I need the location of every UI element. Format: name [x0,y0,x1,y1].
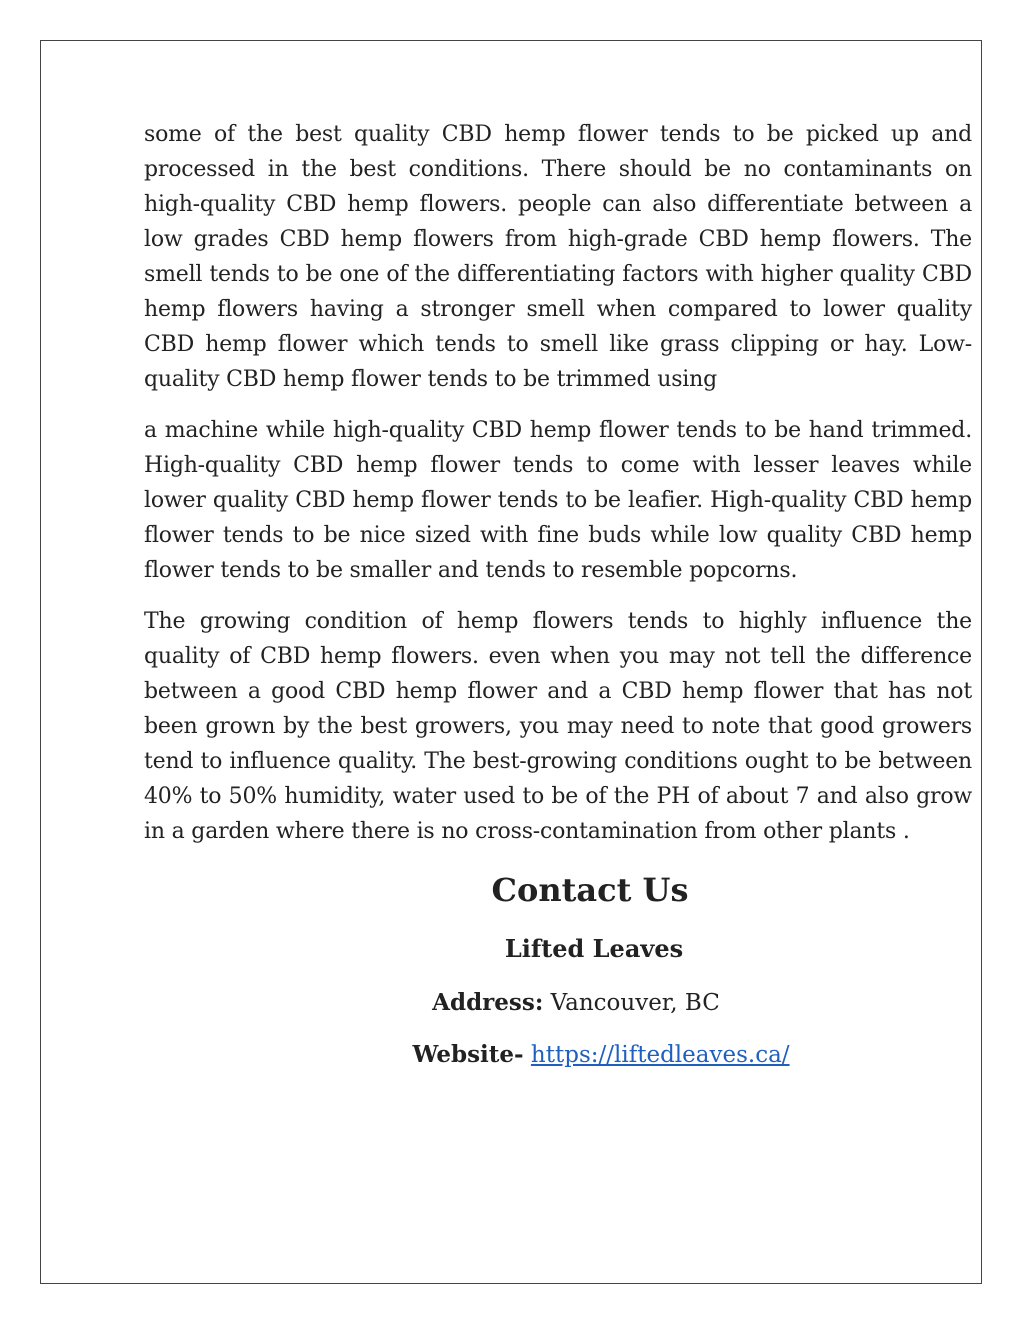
paragraph-1: some of the best quality CBD hemp flower tends to be picked up and processed in the best conditions. There should be no contaminants on high-quality CBD hemp flowers. people can also differentiate between a low grades CBD hemp flowers from high-grade CBD hemp flowers. The smell tends to be one of the differentiating factors with higher quality CBD hemp flowers having a stronger smell when compared to lower quality CBD hemp flower which tends to smell like grass clipping or hay. Low-quality CBD hemp flower tends to be trimmed using [144,122,972,392]
address-label: Address: [432,989,544,1016]
contact-heading: Contact Us [491,871,689,909]
address-value: Vancouver, BC [550,990,720,1016]
paragraph-2: a machine while high-quality CBD hemp flower tends to be hand trimmed. High-quality CBD hemp flower tends to come with lesser leaves while lower quality CBD hemp flower tends to be leafier. High-quality CBD hemp flower tends to be nice sized with fine buds while low quality CBD hemp flower tends to be smaller and tends to resemble popcorns. [144,418,972,583]
address-row [144,985,972,1021]
website-label: Website- [412,1041,524,1068]
website-link[interactable]: https://liftedleaves.ca/ [530,1042,790,1068]
document-body [144,117,972,1089]
contact-section [144,865,972,1073]
company-name: Lifted Leaves [504,934,684,963]
website-row [144,1037,972,1073]
paragraph-3: The growing condition of hemp flowers tends to highly influence the quality of CBD hemp flowers. even when you may not tell the difference between a good CBD hemp flower and a CBD hemp flower that has not been grown by the best growers, you may need to note that good growers tend to influence quality. The best-growing conditions ought to be between 40% to 50% humidity, water used to be of the PH of about 7 and also grow in a garden where there is no cross-contamination from other plants . [144,609,972,844]
